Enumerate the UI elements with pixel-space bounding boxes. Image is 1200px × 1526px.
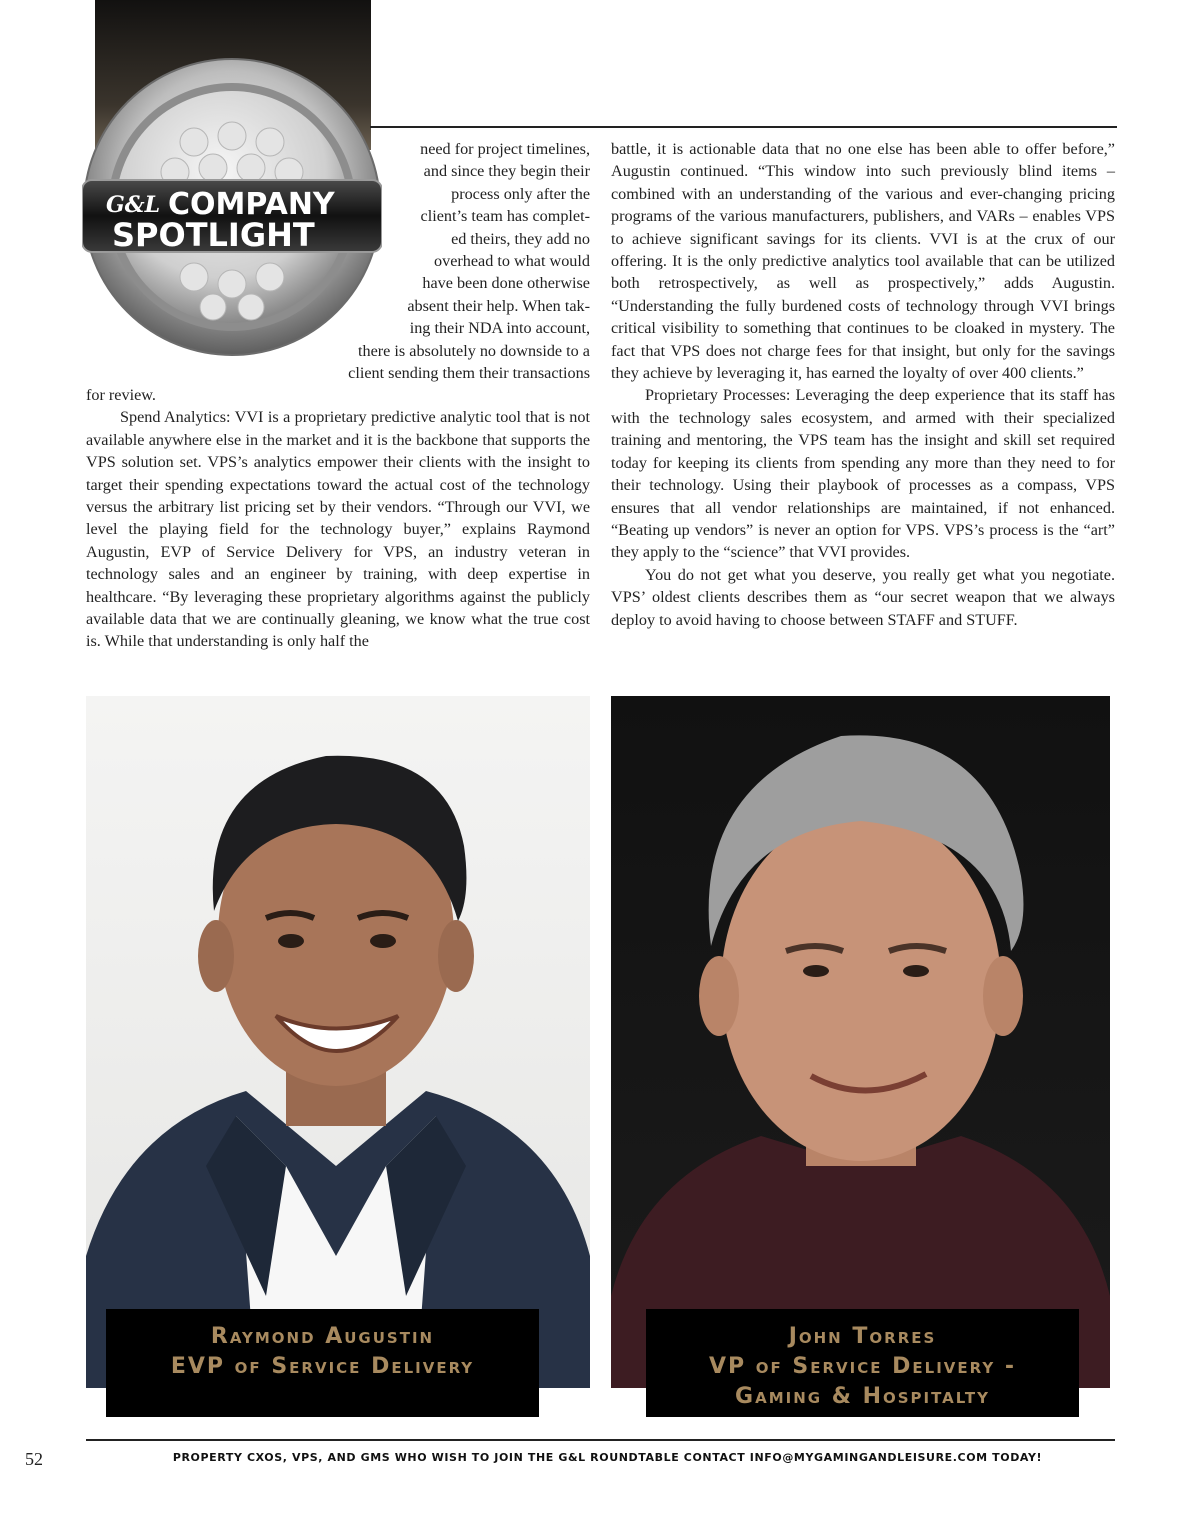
badge-line2-text: SPOTLIGHT bbox=[112, 216, 315, 254]
paragraph-negotiate: You do not get what you deserve, you really get what you negotiate. VPS’ oldest clients describes them as “our secret weapon that we always deploy to avoid having to choose between STAFF and STUFF. bbox=[611, 565, 1115, 629]
caption-title: EVP of Service Delivery bbox=[170, 1354, 475, 1379]
caption-title: VP of Service Delivery - bbox=[708, 1354, 1017, 1379]
left-column-top bbox=[308, 138, 590, 384]
portrait-illustration bbox=[611, 696, 1110, 1388]
wrap-line: there is absolutely no downside to a bbox=[358, 341, 590, 360]
page-number: 52 bbox=[25, 1449, 43, 1469]
caption-name: Raymond Augustin bbox=[210, 1324, 435, 1349]
wrap-line: have been done otherwise bbox=[422, 274, 590, 293]
caption-john-torres bbox=[646, 1309, 1079, 1417]
photo-john-torres bbox=[611, 696, 1110, 1388]
wrap-line: process only after the bbox=[451, 184, 590, 203]
paragraph-spend-analytics: Spend Analytics: VVI is a proprietary predictive analytic tool that is not available anywhere else in the market and it is the backbone that supports the VPS solution set. VPS’s analytics empower their clients with the insight to target their spending expectations toward the actual cost of the technology versus the arbitrary list pricing set by their vendors. “Through our VVI, we level the playing field for the technology buyer,” explains Raymond Augustin, EVP of Service Delivery for VPS, an industry veteran in technology sales and an engineer by training, with deep expertise in healthcare. “By leveraging these proprietary algorithms against the publicly available data that we are continually gleaning, we know what the true cost is. While that understanding is only half the bbox=[86, 408, 590, 651]
photo-raymond-augustin bbox=[86, 696, 590, 1388]
badge-line1-text: COMPANY bbox=[168, 187, 335, 222]
caption-title-line2: Gaming & Hospitalty bbox=[735, 1384, 990, 1409]
caption-name: John Torres bbox=[788, 1324, 937, 1349]
left-column bbox=[86, 384, 590, 653]
paragraph-proprietary-processes: Proprietary Processes: Leveraging the deep experience that its staff has with the technology sales ecosystem, and armed with their specialized training and mentoring, the VPS team has the insight and skill set required today for keeping its clients from spending any more than they need to for their technology. Using their playbook of processes as a compass, VPS ensures that all vendor relationships are maintained, if not enhanced. “Beating up vendors” is never an option for VPS. VPS’s process is the “art” they apply to the “science” that VVI provides. bbox=[611, 386, 1115, 562]
paragraph-continuation: for review. bbox=[86, 386, 156, 404]
bottom-rule bbox=[86, 1439, 1115, 1441]
wrap-line: ed theirs, they add no bbox=[451, 229, 590, 248]
wrap-line: client sending them their transactions bbox=[348, 364, 590, 383]
footer-text: PROPERTY CXOS, VPS, AND GMS WHO WISH TO JOIN THE G&L ROUNDTABLE CONTACT INFO@MYGAMINGANDLEISURE.COM TODAY! bbox=[172, 1451, 1043, 1464]
wrap-line: ing their NDA into account, bbox=[409, 319, 590, 338]
caption-raymond-augustin bbox=[106, 1309, 539, 1417]
wrap-line: and since they begin their bbox=[423, 162, 590, 181]
portrait-illustration bbox=[86, 696, 590, 1388]
wrap-line: client’s team has complet- bbox=[420, 207, 590, 226]
wrap-line: need for project timelines, bbox=[420, 140, 590, 158]
badge-brand-text: G&L bbox=[106, 192, 161, 218]
paragraph-battle: battle, it is actionable data that no one else has been able to offer before,” Augustin continued. “This window into such previously blind items – combined with an understanding of the various and ever-changing pricing programs of the various manufacturers, publishers, and VARs – enables VPS to achieve significant savings for its clients. VVI is at the crux of our offering. It is the only predictive analytics tool available that can be utilized both retrospectively, as well as prospectively,” adds Augustin. “Understanding the fully burdened costs of technology through VVI brings critical visibility to something that continues to be cloaked in mystery. The fact that VPS does not charge fees for that insight, but only for the savings they achieve by leveraging it, has earned the loyalty of over 400 clients.” bbox=[611, 140, 1115, 383]
wrap-line: overhead to what would bbox=[434, 252, 590, 271]
wrap-line: absent their help. When tak- bbox=[407, 296, 590, 315]
top-rule bbox=[370, 126, 1117, 128]
right-column bbox=[611, 138, 1115, 631]
